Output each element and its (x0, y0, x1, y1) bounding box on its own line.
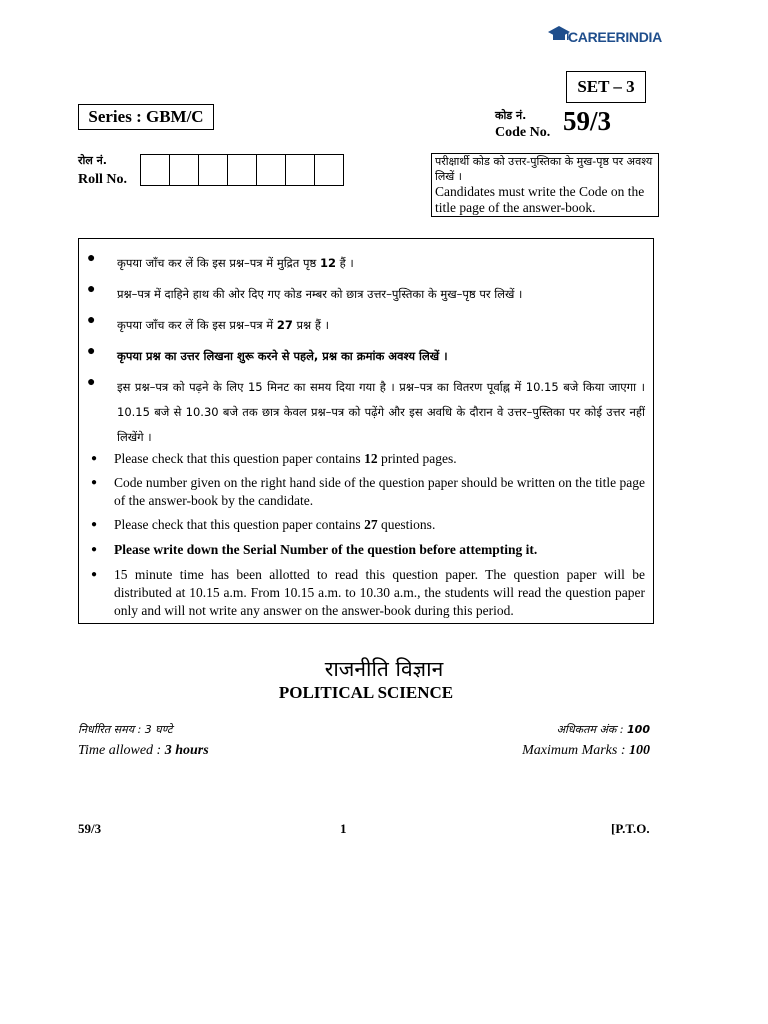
bullet-icon: ● (87, 282, 96, 297)
bullet-icon: ● (91, 477, 98, 488)
roll-digit-box[interactable] (170, 155, 199, 185)
logo-text: CAREERINDIA (568, 29, 662, 45)
roll-label-english: Roll No. (78, 172, 127, 187)
instruction-item (87, 344, 645, 369)
max-marks-hindi: अधिकतम अंक : 100 (556, 723, 650, 736)
instruction-text: Please check that this question paper contains 12 printed pages. (114, 451, 457, 466)
bullet-icon: ● (87, 313, 96, 328)
instruction-item (87, 375, 645, 450)
roll-digit-box[interactable] (286, 155, 315, 185)
instruction-item (87, 541, 645, 559)
careerindia-logo (548, 20, 663, 52)
instruction-text: Code number given on the right hand side of the question paper should be written on the title page of the answer-book by the candidate. (114, 475, 645, 508)
roll-digit-box[interactable] (228, 155, 257, 185)
page-number: 1 (340, 821, 347, 836)
code-label-english: Code No. (495, 125, 551, 140)
pto-marker: [P.T.O. (611, 821, 650, 836)
roll-number-boxes[interactable] (140, 154, 344, 186)
bullet-icon: ● (87, 375, 96, 390)
candidate-code-note (431, 153, 659, 217)
roll-label (78, 151, 127, 189)
instruction-item (87, 251, 645, 276)
note-english: Candidates must write the Code on the title page of the answer-book. (435, 184, 645, 215)
bullet-icon: ● (91, 569, 98, 580)
roll-digit-box[interactable] (141, 155, 170, 185)
roll-digit-box[interactable] (257, 155, 286, 185)
instruction-text: इस प्रश्न–पत्र को पढ़ने के लिए 15 मिनट का समय दिया गया है । प्रश्न–पत्र का वितरण पूर्वाह्न में 10.15 बजे किया जाएगा । 10.15 बजे से 10.30 बजे तक छात्र केवल प्रश्न–पत्र को पढ़ेंगे और इस अवधि के दौरान वे उत्तर–पुस्तिका पर कोई उत्तर नहीं लिखेंगे । (117, 380, 645, 444)
instruction-item (87, 450, 645, 468)
instruction-item (87, 474, 645, 510)
note-hindi: परीक्षार्थी कोड को उत्तर-पुस्तिका के मुख-पृष्ठ पर अवश्य लिखें । (435, 155, 653, 183)
series-label: Series : GBM/C (78, 104, 214, 130)
set-number: SET – 3 (566, 71, 646, 103)
instruction-text: कृपया प्रश्न का उत्तर लिखना शुरू करने से पहले, प्रश्न का क्रमांक अवश्य लिखें । (117, 349, 448, 363)
code-label (495, 107, 550, 141)
subject-title-english: POLITICAL SCIENCE (278, 683, 454, 702)
instruction-text: 15 minute time has been allotted to read this question paper. The question paper will be distributed at 10.15 a.m. From 10.15 a.m. to 10.30 a.m., the students will read the question paper only and will not write any answer on the answer-book during this period. (114, 567, 645, 618)
roll-digit-box[interactable] (315, 155, 343, 185)
graduation-cap-icon (548, 24, 570, 46)
instruction-item (87, 313, 645, 338)
instruction-item (87, 282, 645, 307)
time-allowed-english: Time allowed : 3 hours (78, 743, 209, 758)
instruction-text: Please write down the Serial Number of the question before attempting it. (114, 542, 538, 557)
instruction-item (87, 566, 645, 620)
time-allowed-hindi: निर्धारित समय : 3 घण्टे (78, 723, 173, 736)
roll-digit-box[interactable] (199, 155, 228, 185)
instruction-text: प्रश्न–पत्र में दाहिने हाथ की ओर दिए गए कोड नम्बर को छात्र उत्तर–पुस्तिका के मुख–पृष्ठ पर लिखें । (117, 287, 523, 301)
bullet-icon: ● (87, 251, 96, 266)
footer-code: 59/3 (78, 821, 102, 836)
instruction-text: कृपया जाँच कर लें कि इस प्रश्न–पत्र में 27 प्रश्न हैं । (117, 318, 329, 332)
bullet-icon: ● (87, 344, 96, 359)
bullet-icon: ● (91, 544, 98, 555)
bullet-icon: ● (91, 519, 98, 530)
instruction-item (87, 516, 645, 534)
max-marks-english: Maximum Marks : 100 (522, 743, 650, 758)
code-number: 59/3 (563, 106, 612, 136)
instruction-text: कृपया जाँच कर लें कि इस प्रश्न–पत्र में मुद्रित पृष्ठ 12 हैं । (117, 256, 354, 270)
code-label-hindi: कोड नं. (495, 109, 527, 122)
instructions-box (78, 238, 654, 624)
subject-title-hindi: राजनीति विज्ञान (324, 657, 444, 681)
roll-label-hindi: रोल नं. (78, 154, 107, 167)
bullet-icon: ● (91, 453, 98, 464)
instruction-text: Please check that this question paper contains 27 questions. (114, 517, 436, 532)
